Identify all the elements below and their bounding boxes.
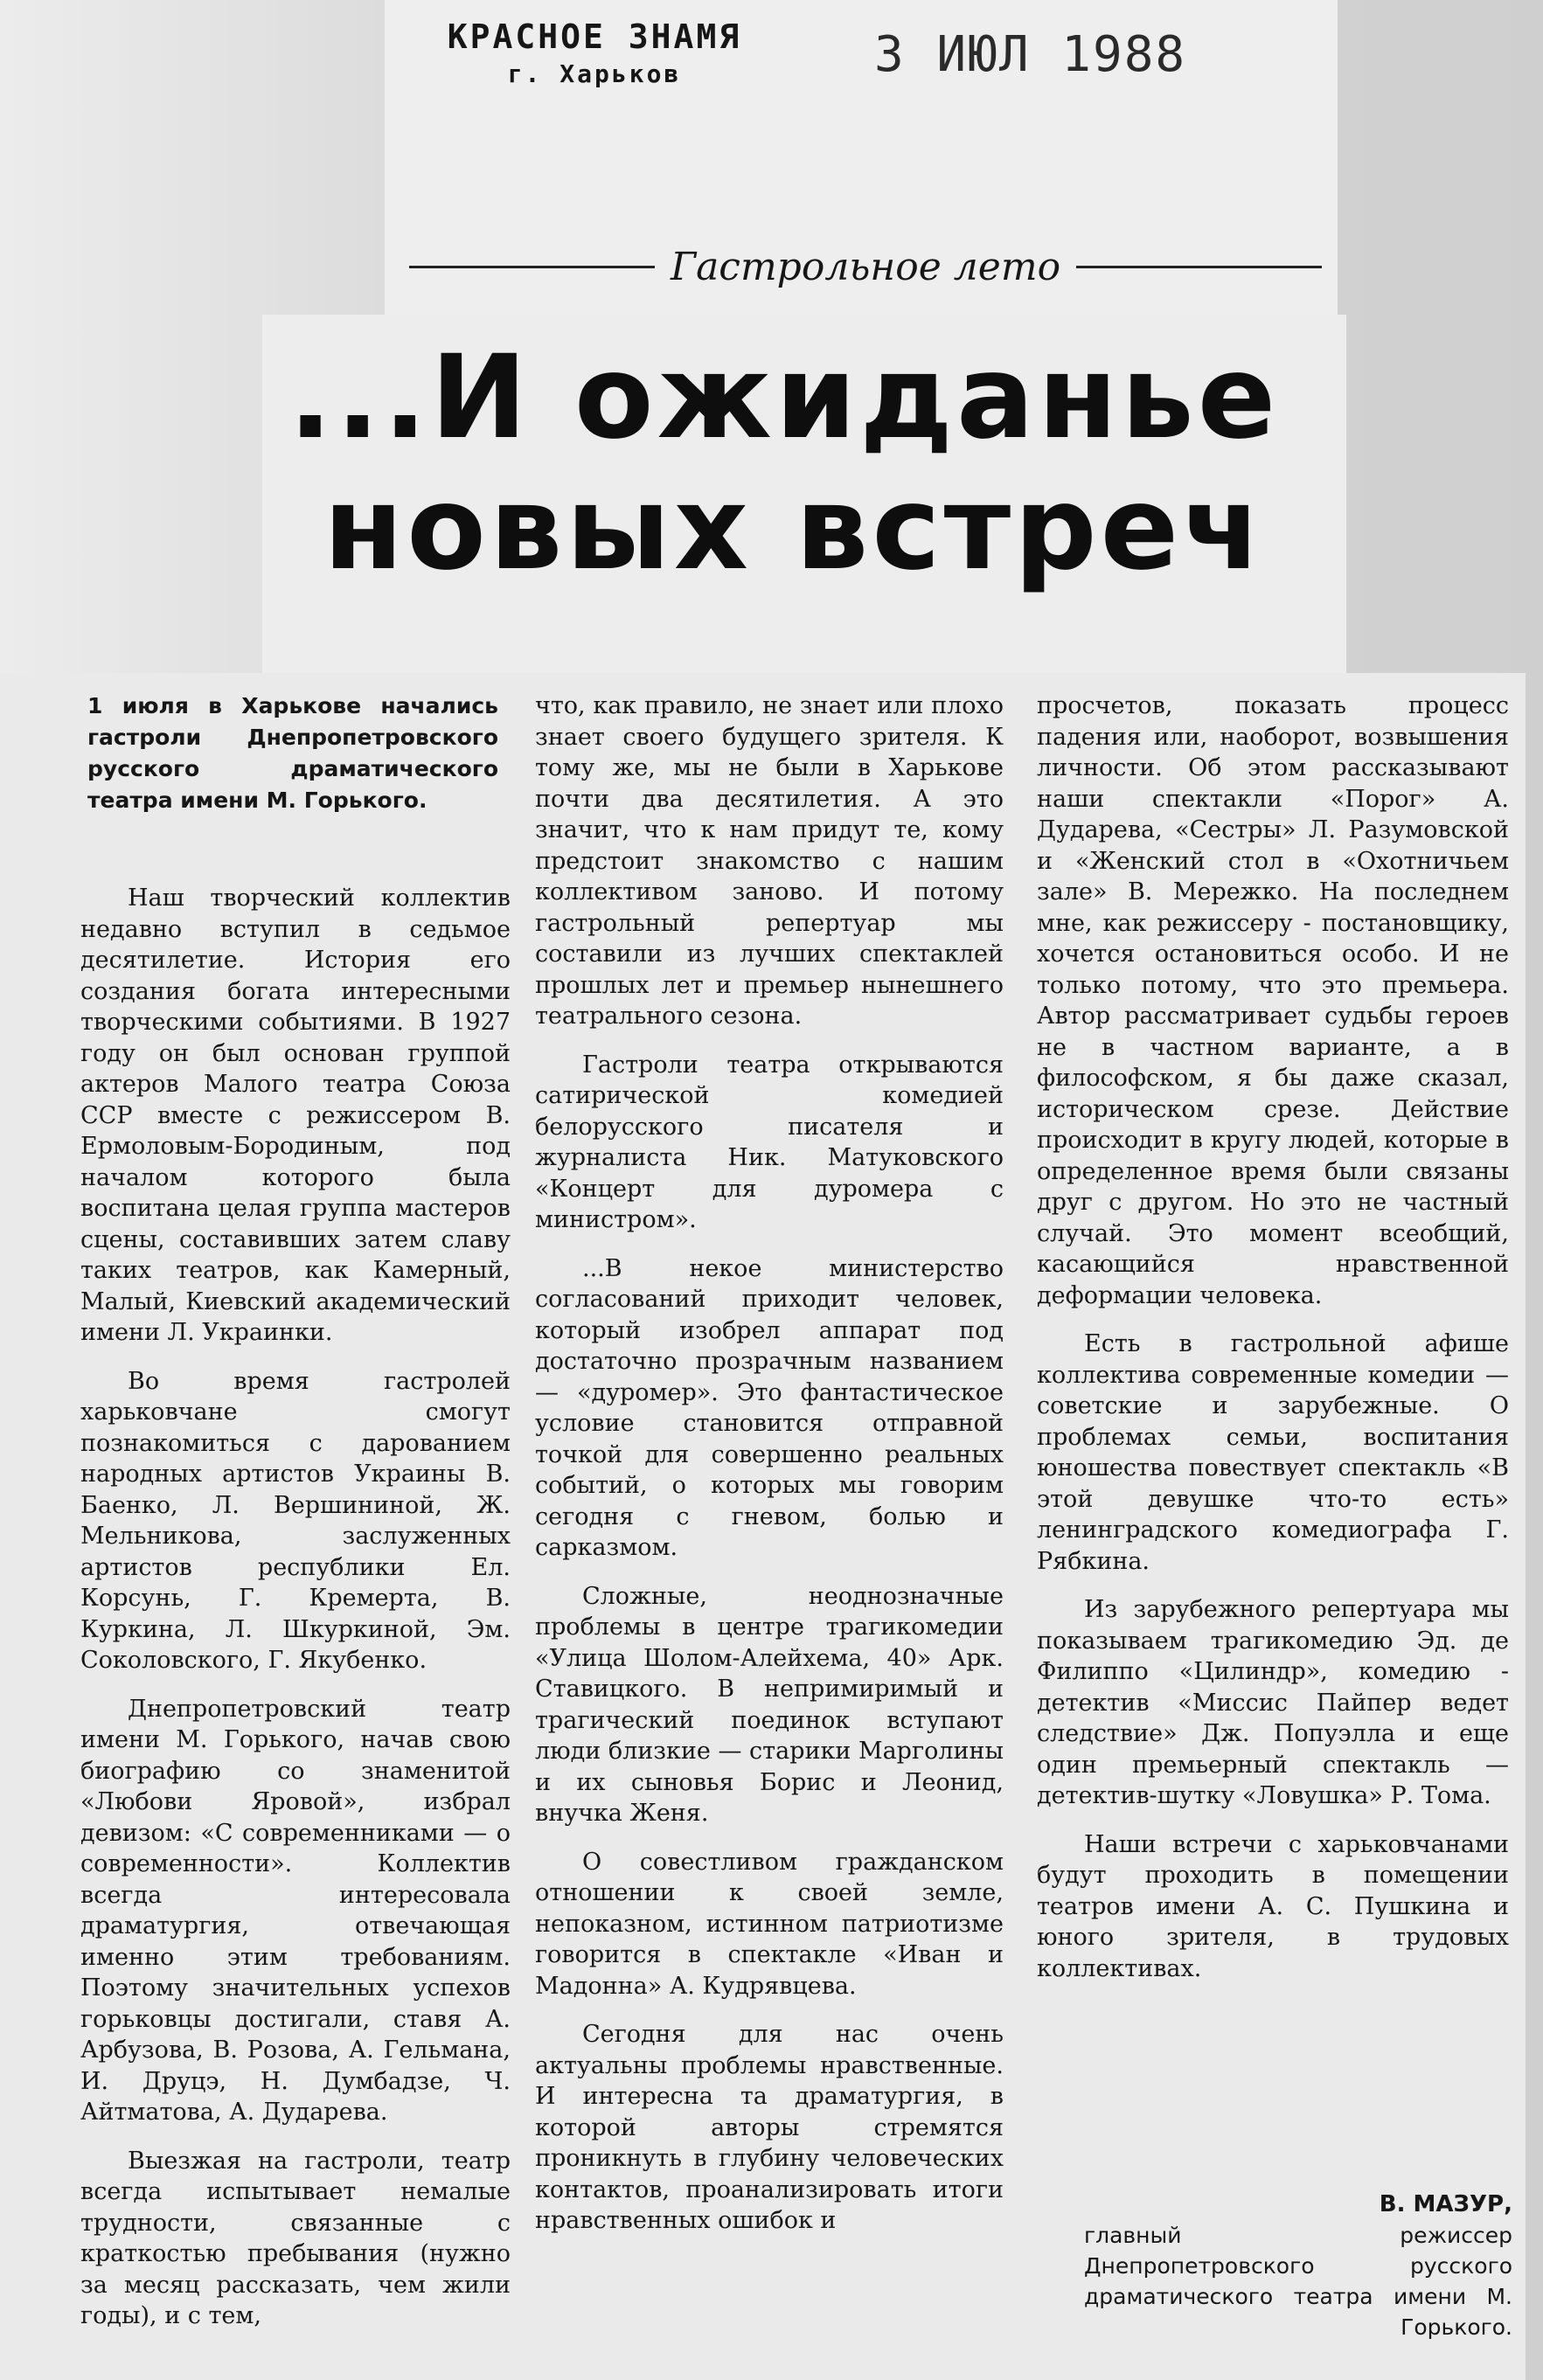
article-column-3: [1037, 690, 1509, 2002]
rubric-label: Гастрольное лето: [670, 244, 1061, 289]
rubric-rule-left: [409, 266, 655, 268]
newspaper-name: КРАСНОЕ ЗНАМЯ: [447, 17, 742, 56]
signature: [1084, 2189, 1512, 2342]
headline-line-2: новых встреч: [323, 461, 1265, 596]
paragraph: просчетов, показать процесс падения или, наоборот, возвышения личности. Об этом рассказывают наши спектакли «Порог» А. Дударева, «Сестры» Л. Разумовской и «Женский стол в «Охотничьем зале» В. Мережко. На последнем мне, как режиссеру - постановщику, хочется остановиться особо. И не только потому, что это премьера. Автор рассматривает судьбы героев не в частном варианте, а в философском, я бы даже сказал, историческом срезе. Действие происходит в кругу людей, которые в определенное время были связаны друг с другом. Но это не частный случай. Это момент всеобщий, касающийся нравственной деформации человека.: [1037, 692, 1509, 1309]
author-role: главный режиссер Днепропетровского русского драматического театра имени М. Горького.: [1084, 2223, 1512, 2340]
paragraph: Сегодня для нас очень актуальны проблемы нравственные. И интересна та драматургия, в которой авторы стремятся проникнуть в глубину человеческих контактов, проанализировать итоги нравственных ошибок и: [535, 2021, 1004, 2234]
headline: [288, 332, 1338, 594]
paragraph: Наши встречи с харьковчанами будут проходить в помещении театров имени А. С. Пушкина и юного зрителя, в трудовых коллективах.: [1037, 1830, 1509, 1982]
article-column-1: [80, 883, 511, 2349]
lead-paragraph: 1 июля в Харькове начались гастроли Днепропетровского русского драматического театра имени М. Горького.: [87, 693, 498, 813]
rubric: [393, 236, 1338, 297]
paragraph: Есть в гастрольной афише коллектива современные комедии — советские и зарубежные. О проблемах семьи, воспитания юношества повествует спектакль «В этой девушке что-то есть» ленинградского комедиографа Г. Рябкина.: [1037, 1330, 1509, 1575]
rubric-rule-right: [1076, 266, 1322, 268]
paragraph: Выезжая на гастроли, театр всегда испытывает немалые трудности, связанные с краткостью пребывания (нужно за месяц рассказать, чем жили годы), и с тем,: [80, 2147, 511, 2329]
newspaper-city: г. Харьков: [507, 59, 682, 88]
paragraph: что, как правило, не знает или плохо знает своего будущего зрителя. К тому же, мы не были в Харькове почти два десятилетия. А это значит, что к нам придут те, кому предстоит знакомство с нашим коллективом заново. И потому гастрольный репертуар мы составили из лучших спектаклей прошлых лет и премьер нынешнего театрального сезона.: [535, 692, 1004, 1030]
paragraph: Гастроли театра открываются сатирической комедией белорусского писателя и журналиста Ник. Матуковского «Концерт для дуромера с министром».: [535, 1051, 1004, 1233]
author-name: В. МАЗУР,: [1379, 2191, 1512, 2217]
article-column-2: [535, 690, 1004, 2254]
paragraph: Наш творческий коллектив недавно вступил в седьмое десятилетие. История его создания богата интересными творческими событиями. В 1927 году он был основан группой актеров Малого театра Союза ССР вместе с режиссером В. Ермоловым-Бородиным, под началом которого была воспитана целая группа мастеров сцены, составивших затем славу таких театров, как Камерный, Малый, Киевский академический имени Л. Украинки.: [80, 885, 511, 1346]
paragraph: ...В некое министерство согласований приходит человек, который изобрел аппарат под достаточно прозрачным названием — «дуромер». Это фантастическое условие становится отправной точкой для совершенно реальных событий, о которых мы говорим сегодня с гневом, болью и сарказмом.: [535, 1254, 1004, 1561]
headline-line-1: ...И ожиданье: [288, 330, 1280, 465]
masthead: [411, 17, 778, 88]
paragraph: Днепропетровский театр имени М. Горького, начав свою биографию со знаменитой «Любови Яровой», избрал девизом: «С современниками — о современности». Коллектив всегда интересовала драматургия, отвечающая именно этим требованиям. Поэтому значительных успехов горьковцы достигали, ставя А. Арбузова, В. Розова, А. Гельмана, И. Друцэ, Н. Думбадзе, Ч. Айтматова, А. Дударева.: [80, 1695, 511, 2126]
paragraph: Сложные, неоднозначные проблемы в центре трагикомедии «Улица Шолом-Алейхема, 40» Арк. Ставицкого. В непримиримый и трагический поединок вступают люди близкие — старики Марголины и их сыновья Борис и Леонид, внучка Женя.: [535, 1582, 1004, 1827]
paragraph: Из зарубежного репертуара мы показываем трагикомедию Эд. де Филиппо «Цилиндр», комедию - детектив «Миссис Пайпер ведет следствие» Дж. Попуэлла и еще один премьерный спектакль — детектив-шутку «Ловушка» Р. Тома.: [1037, 1596, 1509, 1809]
date-stamp: 3 ИЮЛ 1988: [874, 26, 1187, 83]
paragraph: Во время гастролей харьковчане смогут познакомиться с дарованием народных артистов Украины В. Баенко, Л. Вершининой, Ж. Мельникова, заслуженных артистов республики Ел. Корсунь, Г. Кремерта, В. Куркина, Л. Шкуркиной, Эм. Соколовского, Г. Якубенко.: [80, 1367, 511, 1674]
paragraph: О совестливом гражданском отношении к своей земле, непоказном, истинном патриотизме говорится в спектакле «Иван и Мадонна» А. Кудрявцева.: [535, 1848, 1004, 2000]
